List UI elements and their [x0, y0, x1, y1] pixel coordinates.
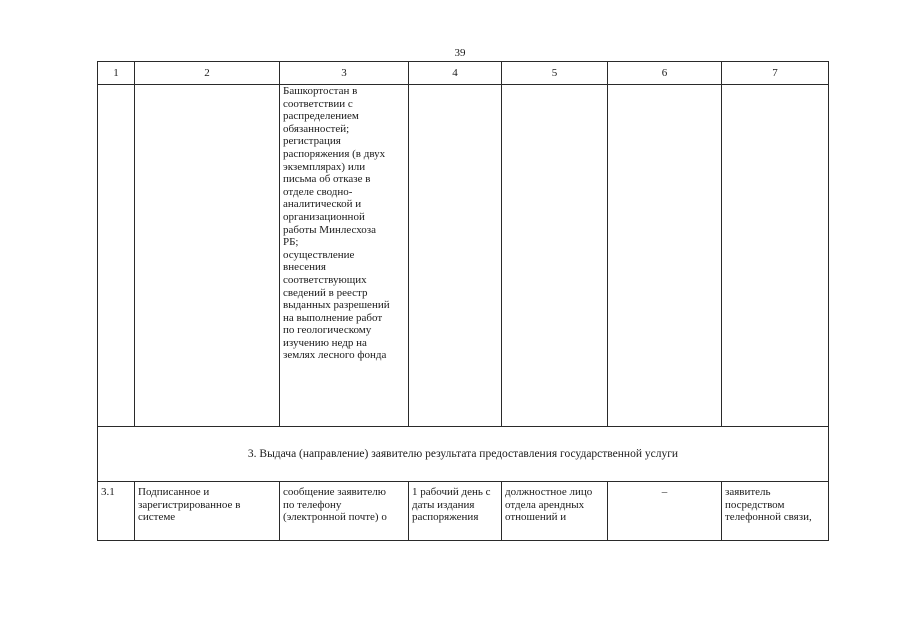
header-col-4: 4: [409, 62, 502, 85]
action-text: сообщение заявителю по телефону (электронной почте) о: [283, 486, 387, 524]
cell-procedure-description: [280, 85, 409, 427]
cell-empty: [502, 85, 608, 427]
cell-empty: [135, 85, 280, 427]
procedure-table: [97, 61, 829, 541]
section-heading-row: [98, 427, 829, 482]
continuation-row: [98, 85, 829, 427]
cell-deadline: [409, 482, 502, 541]
cell-result: [135, 482, 280, 541]
cell-empty: [722, 85, 829, 427]
deadline-text: 1 рабочий день с даты издания распоряжения: [412, 486, 491, 524]
section-title: 3. Выдача (направление) заявителю результата предоставления государственной услуги: [247, 447, 679, 460]
table-header-row: [98, 62, 829, 85]
page-number: 39: [454, 47, 466, 59]
cell-action: [280, 482, 409, 541]
header-col-6: 6: [608, 62, 722, 85]
header-col-1: 1: [98, 62, 135, 85]
cell-method: [722, 482, 829, 541]
header-col-3: 3: [280, 62, 409, 85]
section-heading-cell: [98, 427, 829, 482]
header-col-2: 2: [135, 62, 280, 85]
responsible-text: должностное лицо отдела арендных отношений и: [505, 486, 593, 524]
result-text: Подписанное и зарегистрированное в системе: [138, 486, 241, 524]
cell-dash: –: [608, 482, 722, 541]
procedure-description-text: Башкортостан в соответствии с распределением обязанностей; регистрация распоряжения (в двух экземплярах) или письма об отказе в отделе сводно- аналитической и организационной работы Минлесхоза РБ; осуществление внесения соответствующих сведений в реестр выданных разрешений на выполнение работ по геологическому изучению недр на землях лесного фонда: [283, 85, 390, 362]
cell-responsible: [502, 482, 608, 541]
cell-empty: [98, 85, 135, 427]
header-col-5: 5: [502, 62, 608, 85]
row-number: 3.1: [98, 482, 135, 541]
header-col-7: 7: [722, 62, 829, 85]
method-text: заявитель посредством телефонной связи,: [725, 486, 812, 524]
table-row-3-1: [98, 482, 829, 541]
cell-empty: [608, 85, 722, 427]
cell-empty: [409, 85, 502, 427]
